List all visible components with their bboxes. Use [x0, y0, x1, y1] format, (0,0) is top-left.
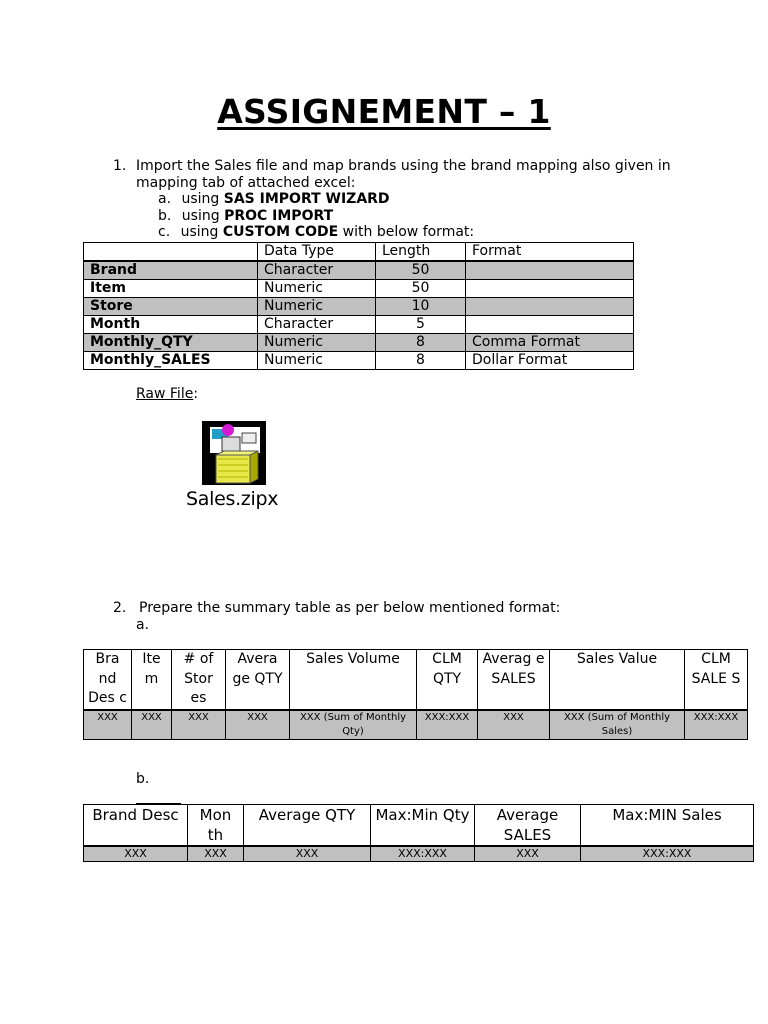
table-header-cell: Length [376, 243, 466, 262]
file-name[interactable]: Sales.zipx [186, 488, 279, 510]
table-row [84, 710, 748, 740]
length: 5 [376, 316, 466, 334]
format [466, 316, 634, 334]
data-type: Character [258, 316, 376, 334]
table-row [84, 280, 634, 298]
table-header-cell: # of Stor es [172, 650, 226, 710]
table-header-cell: CLM SALE S [685, 650, 748, 710]
table-header-cell: Mon th [188, 805, 244, 847]
format [466, 261, 634, 280]
format: Comma Format [466, 334, 634, 352]
table-header-cell: Averag e SALES [478, 650, 550, 710]
option-letter: c. [158, 224, 171, 240]
table-cell: XXX:XXX [581, 846, 754, 862]
table-row [84, 316, 634, 334]
summary-table-a [83, 649, 748, 740]
q1-text-line1: Import the Sales file and map brands using the brand mapping also given in [136, 158, 671, 174]
table-header-cell: Sales Volume [290, 650, 417, 710]
table-header-row [84, 243, 634, 262]
format [466, 280, 634, 298]
page-title: ASSIGNEMENT – 1 [217, 92, 551, 131]
data-type: Numeric [258, 298, 376, 316]
summary-table-b [83, 804, 754, 862]
variable-name: Brand [84, 261, 258, 280]
table-row [84, 298, 634, 316]
table-header-row [84, 805, 754, 847]
variable-name: Store [84, 298, 258, 316]
q2-number: 2. [113, 600, 127, 616]
format-table [83, 242, 634, 370]
table-cell: XXX [475, 846, 581, 862]
option-letter: b. [158, 208, 172, 224]
table-row [84, 261, 634, 280]
table-header-cell: Average SALES [475, 805, 581, 847]
q1-option-c: c. using CUSTOM CODE with below format: [158, 224, 475, 240]
variable-name: Monthly_QTY [84, 334, 258, 352]
table-header-cell: Ite m [132, 650, 172, 710]
variable-name: Item [84, 280, 258, 298]
table-row [84, 352, 634, 370]
table-cell: XXX [226, 710, 290, 740]
q1-number: 1. [113, 158, 127, 174]
table-cell: XXX [244, 846, 371, 862]
length: 10 [376, 298, 466, 316]
length: 8 [376, 334, 466, 352]
table-header-cell: Max:MIN Sales [581, 805, 754, 847]
format: Dollar Format [466, 352, 634, 370]
format [466, 298, 634, 316]
table-cell: XXX [84, 846, 188, 862]
table-header-cell [84, 243, 258, 262]
table-cell: XXX [188, 846, 244, 862]
data-type: Numeric [258, 280, 376, 298]
table-cell: XXX (Sum of Monthly Qty) [290, 710, 417, 740]
variable-name: Month [84, 316, 258, 334]
table-cell: XXX [84, 710, 132, 740]
table-row [84, 334, 634, 352]
length: 8 [376, 352, 466, 370]
table-header-cell: Max:Min Qty [371, 805, 475, 847]
table-header-cell: Brand Desc [84, 805, 188, 847]
length: 50 [376, 280, 466, 298]
table-cell: XXX [478, 710, 550, 740]
table-cell: XXX:XXX [371, 846, 475, 862]
data-type: Numeric [258, 334, 376, 352]
table-header-cell: Format [466, 243, 634, 262]
q1-text-line2: mapping tab of attached excel: [136, 175, 356, 191]
raw-file-label-row: Raw File: [136, 386, 199, 402]
table-cell: XXX [172, 710, 226, 740]
table-header-row [84, 650, 748, 710]
q1-option-b: b. using PROC IMPORT [158, 208, 334, 224]
data-type: Character [258, 261, 376, 280]
variable-name: Monthly_SALES [84, 352, 258, 370]
winzip-archive-icon[interactable] [202, 421, 266, 485]
option-letter: a. [158, 191, 172, 207]
length: 50 [376, 261, 466, 280]
table-cell: XXX:XXX [685, 710, 748, 740]
table-cell: XXX (Sum of Monthly Sales) [550, 710, 685, 740]
q1-option-a: a. using SAS IMPORT WIZARD [158, 191, 390, 207]
table-cell: XXX:XXX [417, 710, 478, 740]
table-header-cell: Sales Value [550, 650, 685, 710]
q2-text: Prepare the summary table as per below mentioned format: [139, 600, 561, 616]
q2-sub-a: a. [136, 617, 150, 633]
data-type: Numeric [258, 352, 376, 370]
raw-file-label: Raw File [136, 386, 194, 402]
table-cell: XXX [132, 710, 172, 740]
table-row [84, 846, 754, 862]
table-header-cell: Data Type [258, 243, 376, 262]
table-header-cell: Bra nd Des c [84, 650, 132, 710]
table-header-cell: Avera ge QTY [226, 650, 290, 710]
table-header-cell: CLM QTY [417, 650, 478, 710]
q2-sub-b: b. [136, 771, 181, 804]
table-header-cell: Average QTY [244, 805, 371, 847]
